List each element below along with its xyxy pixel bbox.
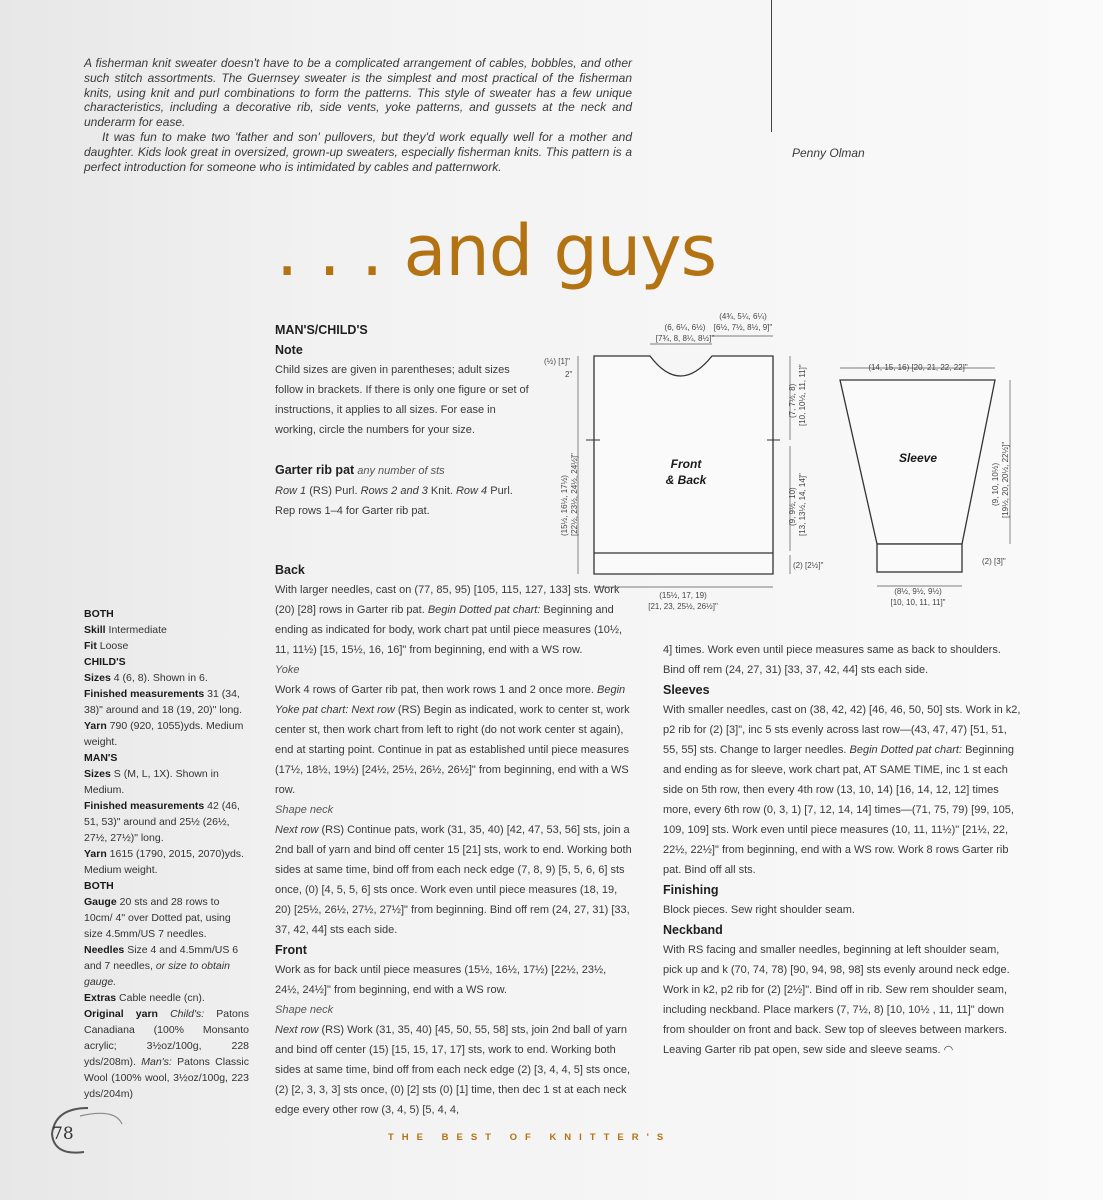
intro-paragraph: A fisherman knit sweater doesn't have to be a complicated arrangement of cables, bobbles, and other such stitch assortments. The Guernsey sweater is the simplest and most practical of the fisherman knits, using knit and purl combinations to form the patterns. This style of sweater has a few unique characteristics, including a decorative rib, side vents, yoke patterns, and gussets at the neck and underarm for ease. — [84, 56, 632, 130]
shoulder-width-label: (4¾, 5¼, 6¼) — [719, 312, 767, 321]
child-measurements-line: Finished measurements 31 (34, 38)" around and 18 (19, 20)" long. — [84, 688, 243, 716]
page-title: . . . and guys — [276, 210, 717, 292]
sidebar-heading: BOTH — [84, 608, 114, 620]
shoulder-width-label: [6½, 7½, 8½, 9]" — [713, 323, 773, 332]
shape-neck-text: Next row (RS) Continue pats, work (31, 35, 40) [42, 47, 53, 56] sts, join a 2nd ball of yarn and bind off center 15 [21] sts, work to end. Working both sides at same time, bind off from each neck edge (7, 8, 9) [5, 5, 6, 6] sts once, (0) [4, 5, 5, 6] sts once. Work even until piece measures (18, 19, 20) [25½, 26½, 27½, 27½]" from beginning. Bind off rem (24, 27, 31) [33, 37, 42, 44] sts each side. — [275, 824, 632, 936]
man-yarn-line: Yarn 1615 (1790, 2015, 2070)yds. Medium weight. — [84, 848, 244, 876]
sleeves-heading: Sleeves — [663, 683, 710, 697]
sleeve-top-label: (14, 15, 16) [20, 21, 22, 22]" — [868, 363, 968, 372]
man-sizes-line: Sizes S (M, L, 1X). Shown in Medium. — [84, 768, 219, 796]
finishing-text: Block pieces. Sew right shoulder seam. — [663, 904, 855, 916]
side-length-label: [13, 13½, 14, 14]" — [798, 473, 807, 536]
sidebar-heading: BOTH — [84, 880, 114, 892]
side-length-label: (9, 9½, 10) — [788, 487, 797, 526]
child-sizes-line: Sizes 4 (6, 8). Shown in 6. — [84, 672, 208, 684]
original-yarn-line: Original yarn Child's: Patons Canadiana (100% Monsanto acrylic; 3½oz/100g, 228 yds/208m). Man's: Patons Classic Wool (100% wool, 3½oz/100g, 223 yds/204m) — [84, 1008, 249, 1100]
page-number: 78 — [52, 1124, 74, 1144]
column-1-bottom — [275, 560, 632, 1120]
sleeve-length-label: (9, 10, 10½) — [991, 462, 1000, 506]
specs-sidebar — [84, 606, 249, 1102]
garter-text: Row 1 (RS) Purl. Rows 2 and 3 Knit. Row 4 Purl. Rep rows 1–4 for Garter rib pat. — [275, 485, 513, 517]
sidebar-heading: MAN'S — [84, 752, 118, 764]
neck-width-label: [7¾, 8, 8¼, 8½]" — [655, 334, 715, 343]
front-heading: Front — [275, 943, 307, 957]
front-label: Front — [670, 457, 702, 471]
front-text: Work as for back until piece measures (15½, 16½, 17½) [22½, 23½, 24½, 24½]" from beginning, end with a WS row. — [275, 964, 607, 996]
back-text: With larger needles, cast on (77, 85, 95) [105, 115, 127, 133] sts. Work (20) [28] rows in Garter rib pat. Begin Dotted pat chart: Beginning and ending as indicated for body, work chart pat until piece measures (10½, 11, 11½) [15, 15½, 16, 16]" from beginning, end with a WS row. — [275, 584, 623, 656]
neck-depth-label: 2" — [565, 370, 573, 379]
rib-depth-label: (2) [2½]" — [793, 561, 824, 570]
author-name: Penny Olman — [792, 146, 865, 160]
divider-line — [771, 0, 772, 132]
column-1-top — [275, 320, 535, 521]
fit-line: Fit Loose — [84, 640, 129, 652]
man-measurements-line: Finished measurements 42 (46, 51, 53)" around and 25½ (26½, 27½, 27½)" long. — [84, 800, 240, 844]
neckband-heading: Neckband — [663, 923, 723, 937]
child-yarn-line: Yarn 790 (920, 1055)yds. Medium weight. — [84, 720, 244, 748]
sleeve-bottom-label: (8½, 9½, 9½) — [894, 587, 942, 596]
skill-line: Skill Intermediate — [84, 624, 167, 636]
column-2 — [663, 640, 1021, 1060]
width-label: [21, 23, 25½, 26½]" — [648, 602, 718, 611]
schematic-diagram — [540, 306, 1050, 626]
armhole-label: [10, 10½, 11, 11]" — [798, 364, 807, 426]
cuff-label: (2) [3]" — [982, 557, 1006, 566]
finishing-heading: Finishing — [663, 883, 719, 897]
width-label: (15½, 17, 19) — [659, 591, 707, 600]
front-shape-neck-subheading: Shape neck — [275, 1004, 334, 1016]
intro-text — [84, 56, 632, 174]
sleeve-cuff — [877, 544, 962, 572]
shape-neck-subheading: Shape neck — [275, 804, 334, 816]
sidebar-heading: CHILD'S — [84, 656, 126, 668]
section-title: MAN'S/CHILD'S — [275, 323, 368, 337]
extras-line: Extras Cable needle (cn). — [84, 992, 205, 1004]
yoke-text: Work 4 rows of Garter rib pat, then work rows 1 and 2 once more. Begin Yoke pat chart: Next row (RS) Begin as indicated, work to center st, work center st, then work chart from left to right (do not work center st again), end at starting point. Continue in pat as established until piece measures (17½, 18½, 19½) [24½, 25½, 26½, 26½]" from beginning, end with a WS row. — [275, 684, 630, 796]
sleeve-bottom-label: [10, 10, 11, 11]" — [890, 598, 946, 607]
front-continued-text: 4] times. Work even until piece measures same as back to shoulders. Bind off rem (24, 27, 31) [33, 37, 42, 44] sts each side. — [663, 644, 1001, 676]
back-heading: Back — [275, 563, 305, 577]
note-heading: Note — [275, 343, 303, 357]
footer-text: THE BEST OF KNITTER'S — [388, 1132, 672, 1143]
sleeves-text: With smaller needles, cast on (38, 42, 42) [46, 46, 50, 50] sts. Work in k2, p2 rib for (2) [3]", inc 5 sts evenly across last row—(43, 47, 47) [51, 51, 55, 55] sts. Change to larger needles. Begin Dotted pat chart: Beginning and ending as for sleeve, work chart pat, AT SAME TIME, inc 1 st each side on 5th row, then every 4th row (13, 10, 14) [16, 14, 12, 12] times more, every 6th row (0, 3, 1) [7, 12, 14, 14] times—(71, 75, 79) [99, 105, 109, 109] sts. Work even until piece measures (10, 11, 11½)" [21½, 22, 22½, 22½]" from beginning, end with a WS row. Work 8 rows Garter rib pat. Bind off all sts. — [663, 704, 1021, 876]
garter-heading: Garter rib pat any number of sts — [275, 463, 445, 477]
armhole-label: (7, 7½, 8) — [788, 383, 797, 418]
yoke-subheading: Yoke — [275, 664, 300, 676]
length-label: (15½, 16½, 17½) — [560, 475, 569, 536]
length-label: [22½, 23½, 24½, 24½]" — [570, 453, 579, 536]
intro-paragraph: It was fun to make two 'father and son' pullovers, but they'd work equally well for a mother and daughter. Kids look great in oversized, grown-up sweaters, especially fisherman knits. This pattern is a perfect introduction for someone who is intimidated by cables and patternwork. — [84, 129, 632, 174]
neckband-text: With RS facing and smaller needles, beginning at left shoulder seam, pick up and k (70, 74, 78) [90, 94, 98, 98] sts evenly around neck edge. Work in k2, p2 rib for (2) [2½]". Bind off in rib. Sew rem shoulder seam, including neckband. Place markers (7, 7½, 8) [10, 10½ , 11, 11]" down from shoulder on front and back. Sew top of sleeves between markers. Leaving Garter rib pat open, sew side and sleeve seams. ◠ — [663, 944, 1010, 1056]
gauge-line: Gauge 20 sts and 28 rows to 10cm/ 4" over Dotted pat, using size 4.5mm/US 7 needles. — [84, 896, 231, 940]
note-text: Child sizes are given in parentheses; adult sizes follow in brackets. If there is only one figure or set of instructions, it applies to all sizes. For ease in working, circle the numbers for your size. — [275, 364, 529, 436]
sleeve-label: Sleeve — [898, 451, 938, 465]
end-mark-icon: ◠ — [943, 1044, 954, 1056]
neck-width-label: (6, 6¼, 6½) — [664, 323, 706, 332]
front-label: & Back — [665, 473, 707, 487]
neck-depth-label: (½) [1]" — [544, 357, 570, 366]
front-shape-neck-text: Next row (RS) Work (31, 35, 40) [45, 50, 55, 58] sts, join 2nd ball of yarn and bind off center (15) [15, 15, 17, 17] sts, work to end. Working both sides at same time, bind off from each neck edge (2) [3, 4, 4, 5] sts once, (2) [2, 3, 3, 3] sts once, (0) [2] sts (0) [1] time, then dec 1 st at each neck edge every other row (3, 4, 5) [5, 4, 4, — [275, 1024, 631, 1116]
sleeve-length-label: [19½, 20, 20½, 22½]" — [1001, 441, 1010, 518]
needles-line: Needles Size 4 and 4.5mm/US 6 and 7 needles, or size to obtain gauge. — [84, 944, 239, 988]
